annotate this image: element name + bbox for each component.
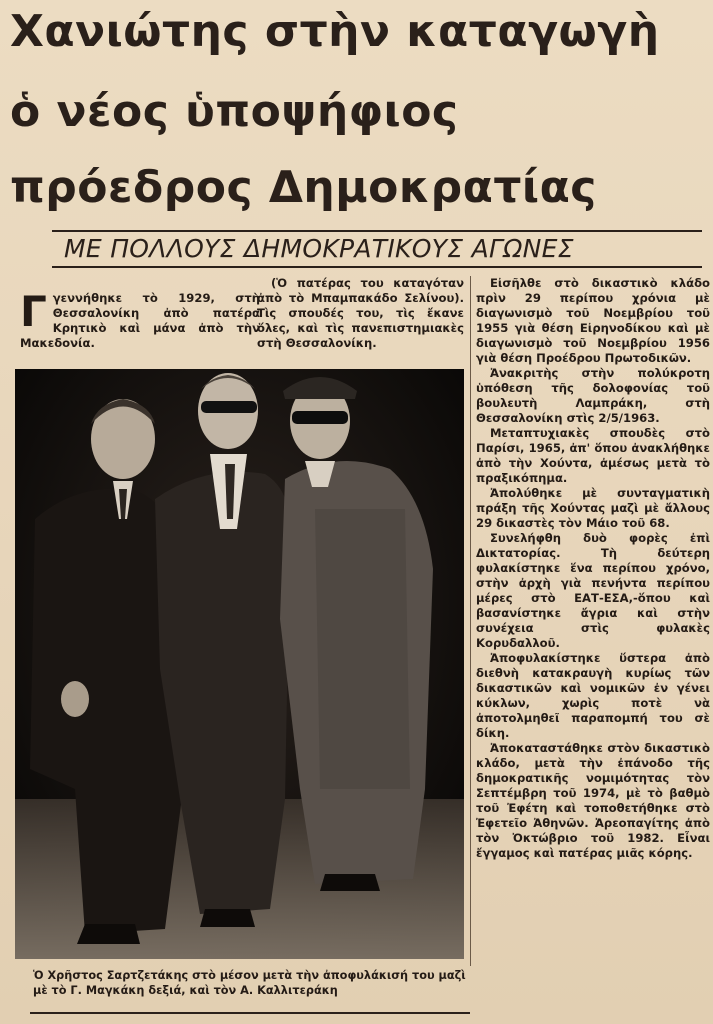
column-1-paragraph: γεννήθηκε τὸ 1929, στὴ Θεσσαλονίκη ἀπὸ πατέρα Κρητικὸ καὶ μάνα ἀπὸ τὴν Μακεδονία. [20, 291, 260, 350]
caption-bottom-rule [30, 1012, 470, 1014]
column-3-paragraph: Εἰσῆλθε στὸ δικαστικὸ κλάδο πρὶν 29 περίπου χρόνια μὲ διαγωνισμὸ τοῦ Νοεμβρίου τοῦ 1955 γιὰ θέση Εἰρηνοδίκου καὶ μὲ διαγωνισμὸ τοῦ Νοεμβρίου 1956 γιὰ θέση Προέδρου Πρωτοδικῶν. [476, 276, 710, 365]
subheading: ΜΕ ΠΟΛΛΟΥΣ ΔΗΜΟΚΡΑΤΙΚΟΥΣ ΑΓΩΝΕΣ [64, 234, 574, 263]
headline-line-1: Χανιώτης στὴν καταγωγὴ [10, 6, 660, 57]
photo-caption: Ὁ Χρῆστος Σαρτζετάκης στὸ μέσον μετὰ τὴν ἀποφυλάκισή του μαζὶ μὲ τὸ Γ. Μαγκάκη δεξιά, καὶ τὸν Α. Καλλιτεράκη [33, 969, 466, 997]
column-3-paragraph: Ἀποκαταστάθηκε στὸν δικαστικὸ κλάδο, μετὰ τὴν ἐπάνοδο τῆς δημοκρατικῆς νομιμότητας τὸν Σεπτέμβρη τοῦ 1974, μὲ τὸ βαθμὸ τοῦ Ἐφέτη καὶ τοποθετήθηκε στὸ Ἐφετεῖο Ἀθηνῶν. Ἀρεοπαγίτης ἀπὸ τὸν Ὀκτώβριο τοῦ 1982. Εἶναι ἔγγαμος καὶ πατέρας μιᾶς κόρης. [476, 741, 710, 860]
headline-line-2: ὁ νέος ὑποψήφιος [10, 86, 459, 137]
drop-cap: Γ [20, 287, 47, 336]
article-column-3 [476, 276, 710, 861]
column-3-paragraph: Ἀπολύθηκε μὲ συνταγματικὴ πράξη τῆς Χούντας μαζὶ μὲ ἄλλους 29 δικαστὲς τὸν Μάιο τοῦ 68. [476, 486, 710, 530]
column-3-paragraph: Ἀνακριτὴς στὴν πολύκροτη ὑπόθεση τῆς δολοφονίας τοῦ βουλευτὴ Λαμπράκη, στὴ Θεσσαλονίκη στὶς 2/5/1963. [476, 366, 710, 425]
three-men-photo-illustration [15, 369, 464, 959]
column-divider [470, 276, 471, 966]
article-column-1 [20, 287, 260, 351]
news-photo [15, 369, 464, 959]
headline-line-3: πρόεδρος Δημοκρατίας [10, 162, 597, 213]
column-3-paragraph: Ἀποφυλακίστηκε ὕστερα ἀπὸ διεθνὴ κατακραυγὴ κυρίως τῶν δικαστικῶν καὶ νομικῶν ἐν γένει κύκλων, χωρὶς ποτὲ νὰ ἀποτολμηθεῖ παραπομπή του σὲ δίκη. [476, 651, 710, 740]
article-column-2 [257, 276, 464, 351]
column-2-paragraph: (Ὁ πατέρας του καταγόταν ἀπὸ τὸ Μπαμπακάδο Σελίνου). Τὶς σπουδές του, τὶς ἔκανε ὅλες, καὶ τὶς πανεπιστημιακὲς στὴ Θεσσαλονίκη. [257, 276, 464, 350]
subheading-bottom-rule [52, 266, 702, 268]
column-3-paragraph: Συνελήφθη δυὸ φορὲς ἐπὶ Δικτατορίας. Τὴ δεύτερη φυλακίστηκε ἕνα περίπου χρόνο, στὴν ἀρχὴ γιὰ πενήντα περίπου μέρες στὸ ΕΑΤ-ΕΣΑ,-ὅπου καὶ βασανίστηκε ἄγρια καὶ στὴν συνέχεια στὶς φυλακὲς Κορυδαλλοῦ. [476, 531, 710, 650]
column-3-paragraph: Μεταπτυχιακὲς σπουδὲς στὸ Παρίσι, 1965, ἀπ' ὅπου ἀνακλήθηκε ἀπὸ τὴν Χούντα, ἀμέσως μετὰ τὸ πραξικόπημα. [476, 426, 710, 485]
